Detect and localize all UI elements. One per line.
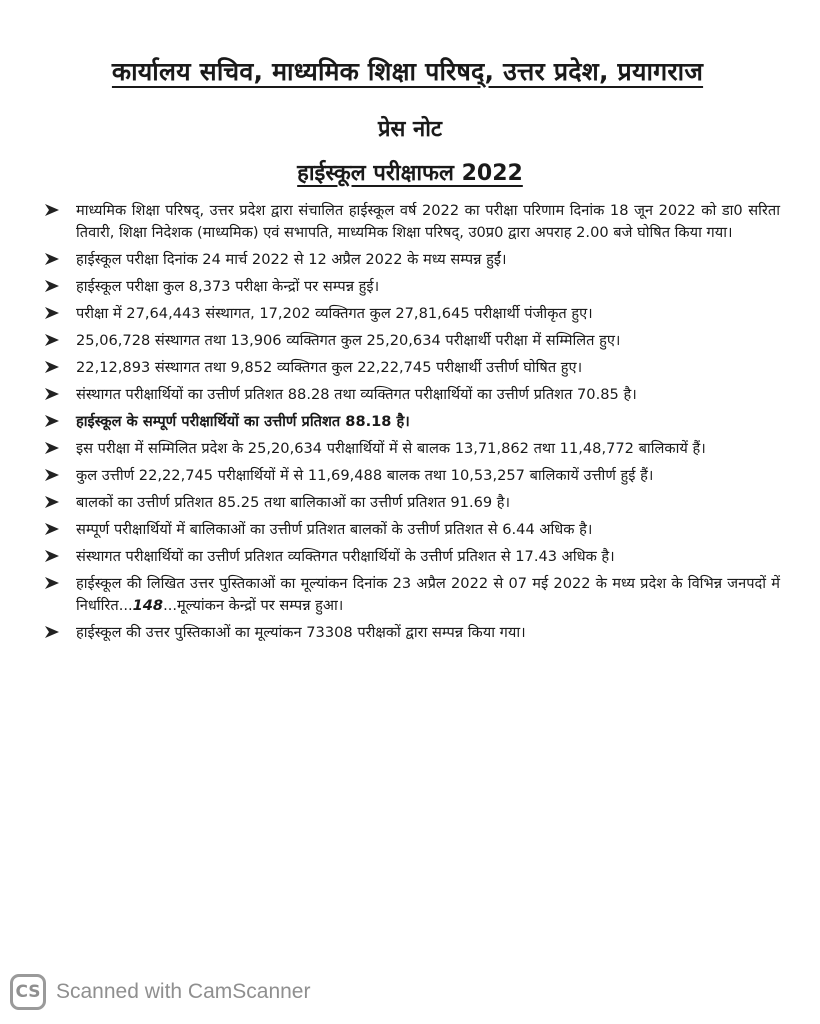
bullet-item <box>40 519 780 541</box>
arrow-bullet-icon <box>44 332 60 348</box>
bullet-text: हाईस्कूल की उत्तर पुस्तिकाओं का मूल्यांकन 73308 परीक्षकों द्वारा सम्पन्न किया गया। <box>76 624 526 641</box>
arrow-bullet-icon <box>44 278 60 294</box>
handwritten-centre-count: 148 <box>132 597 164 614</box>
arrow-bullet-icon <box>44 251 60 267</box>
arrow-bullet-icon <box>44 202 60 218</box>
bullet-text: इस परीक्षा में सम्मिलित प्रदेश के 25,20,634 परीक्षार्थियों में से बालक 13,71,862 तथा 11,48,772 बालिकायें हैं। <box>76 440 706 457</box>
bullet-item <box>40 330 780 352</box>
arrow-bullet-icon <box>44 575 60 591</box>
bullet-text: हाईस्कूल परीक्षा दिनांक 24 मार्च 2022 से 12 अप्रैल 2022 के मध्य सम्पन्न हुईं। <box>76 251 507 268</box>
press-note-heading: प्रेस नोट <box>377 117 443 142</box>
camscanner-watermark <box>10 972 310 1012</box>
arrow-bullet-icon <box>44 413 60 429</box>
bullet-list <box>40 200 780 649</box>
evaluation-suffix: ...मूल्यांकन केन्द्रों पर सम्पन्न हुआ। <box>163 597 344 614</box>
bullet-item <box>40 492 780 514</box>
bullet-text: कुल उत्तीर्ण 22,22,745 परीक्षार्थियों में से 11,69,488 बालक तथा 10,53,257 बालिकायें उत्तीर्ण हुई हैं। <box>76 467 654 484</box>
arrow-bullet-icon <box>44 548 60 564</box>
bullet-text: माध्यमिक शिक्षा परिषद्, उत्तर प्रदेश द्वारा संचालित हाईस्कूल वर्ष 2022 का परीक्षा परिणाम दिनांक 18 जून 2022 को डा0 सरिता तिवारी, शिक्षा निदेशक (माध्यमिक) एवं सभापति, माध्यमिक शिक्षा परिषद्, उ0प्र0 द्वारा अपराह 2.00 बजे घोषित किया गया। <box>76 202 780 241</box>
bullet-item <box>40 249 780 271</box>
bullet-item <box>40 276 780 298</box>
arrow-bullet-icon <box>44 386 60 402</box>
arrow-bullet-icon <box>44 624 60 640</box>
arrow-bullet-icon <box>44 494 60 510</box>
bullet-item <box>40 622 780 644</box>
bullet-text: 22,12,893 संस्थागत तथा 9,852 व्यक्तिगत कुल 22,22,745 परीक्षार्थी उत्तीर्ण घोषित हुए। <box>76 359 583 376</box>
arrow-bullet-icon <box>44 305 60 321</box>
bullet-text: परीक्षा में 27,64,443 संस्थागत, 17,202 व्यक्तिगत कुल 27,81,645 परीक्षार्थी पंजीकृत हुए। <box>76 305 593 322</box>
bullet-item <box>40 546 780 568</box>
bullet-text: सम्पूर्ण परीक्षार्थियों में बालिकाओं का उत्तीर्ण प्रतिशत बालकों के उत्तीर्ण प्रतिशत से 6.44 अधिक है। <box>76 521 593 538</box>
camscanner-logo-icon: CS <box>10 974 46 1010</box>
office-heading: कार्यालय सचिव, माध्यमिक शिक्षा परिषद्, उत्तर प्रदेश, प्रयागराज <box>111 57 704 86</box>
bullet-text: हाईस्कूल परीक्षा कुल 8,373 परीक्षा केन्द्रों पर सम्पन्न हुई। <box>76 278 380 295</box>
bullet-text: हाईस्कूल के सम्पूर्ण परीक्षार्थियों का उत्तीर्ण प्रतिशत 88.18 है। <box>76 413 410 430</box>
bullet-item <box>40 384 780 406</box>
dots-before: ... <box>118 597 133 614</box>
bullet-item-highlight <box>40 411 780 433</box>
bullet-item <box>40 438 780 460</box>
arrow-bullet-icon <box>44 440 60 456</box>
bullet-item <box>40 200 780 244</box>
bullet-text: हाईस्कूल की लिखित उत्तर पुस्तिकाओं का मूल्यांकन दिनांक 23 अप्रैल 2022 से 07 मई 2022 के मध्य प्रदेश के विभिन्न जनपदों में निर्धारित <box>76 575 780 614</box>
bullet-text: 25,06,728 संस्थागत तथा 13,906 व्यक्तिगत कुल 25,20,634 परीक्षार्थी परीक्षा में सम्मिलित हुए। <box>76 332 621 349</box>
arrow-bullet-icon <box>44 359 60 375</box>
bullet-item <box>40 465 780 487</box>
bullet-text: संस्थागत परीक्षार्थियों का उत्तीर्ण प्रतिशत व्यक्तिगत परीक्षार्थियों के उत्तीर्ण प्रतिशत से 17.43 अधिक है। <box>76 548 615 565</box>
arrow-bullet-icon <box>44 521 60 537</box>
bullet-text: बालकों का उत्तीर्ण प्रतिशत 85.25 तथा बालिकाओं का उत्तीर्ण प्रतिशत 91.69 है। <box>76 494 511 511</box>
bullet-item <box>40 573 780 617</box>
arrow-bullet-icon <box>44 467 60 483</box>
bullet-text: संस्थागत परीक्षार्थियों का उत्तीर्ण प्रतिशत 88.28 तथा व्यक्तिगत परीक्षार्थियों का उत्तीर्ण प्रतिशत 70.85 है। <box>76 386 637 403</box>
bullet-item <box>40 357 780 379</box>
watermark-text: Scanned with CamScanner <box>56 980 311 1003</box>
bullet-item <box>40 303 780 325</box>
result-title: हाईस्कूल परीक्षाफल 2022 <box>297 161 523 186</box>
